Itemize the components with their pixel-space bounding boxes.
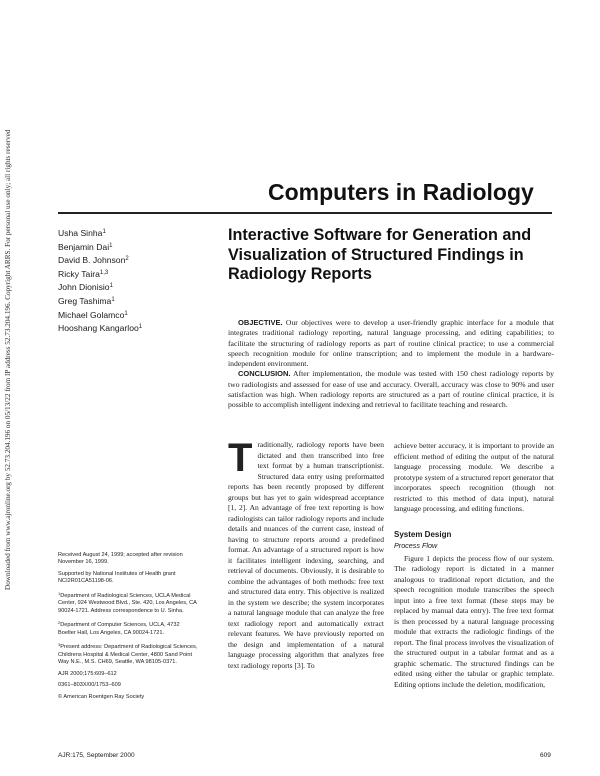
- download-notice: [4, 30, 14, 590]
- process-flow-paragraph: Figure 1 depicts the process flow of our system. The radiology report is dictated in a manner analogous to traditional report dictation, and the speech recognition module transcribes the speech input into a free text format (these steps may be replaced by manual data entry). The free text format is then processed by a natural language processing module that extracts the radiologic findings of the report. The final process involves the visualization of the structured output in a tabular format and as a graphic schematic. The structured findings can be edited using either the tabular or graphic template. Editing options include the deletion, modification,: [394, 553, 554, 689]
- intro-paragraph: [228, 436, 384, 671]
- section-heading-system-design: System Design: [394, 529, 452, 539]
- author-name: David B. Johnson: [58, 255, 126, 266]
- author-name: Ricky Taira: [58, 268, 100, 279]
- author-affiliation-mark: 1: [124, 310, 128, 317]
- author-affiliation-mark: 1,3: [99, 269, 109, 276]
- copyright-note: © American Roentgen Ray Society: [58, 694, 145, 700]
- received-note: Received August 24, 1999; accepted after revision November 16, 1999.: [58, 552, 183, 566]
- author-name: Greg Tashima: [58, 295, 112, 306]
- author: [58, 267, 188, 281]
- author-name: Michael Golamco: [58, 309, 125, 320]
- author: [58, 226, 188, 240]
- section-header: Computers in Radiology: [268, 179, 534, 205]
- author-name: John Dionisio: [58, 282, 110, 293]
- affiliation-3: [58, 641, 198, 666]
- abstract-objective: [228, 318, 554, 369]
- affiliation-text: Department of Radiological Sciences, UCLA Medical Center, 924 Westwood Blvd., Ste. 420, Los Angeles, CA 90024-1721. Address correspondence to U. Sinha.: [58, 593, 197, 614]
- author: [58, 280, 188, 294]
- article-notes: [58, 552, 198, 706]
- support-note: Supported by National Institutes of Health grant NCI2R01CA51198-06.: [58, 571, 176, 585]
- header-divider: [58, 212, 552, 214]
- conclusion-text: After implementation, the module was tested with 150 chest radiology reports by two radiologists and assessed for ease of use and accuracy. Overall, accuracy was close to 90% and user satisfaction was high. When radiology reports are structured as a part of routine clinical practice, it is possible to accomplish intelligent indexing and retrieval to facilitate teaching and research.: [228, 369, 554, 410]
- footer-page-number: 609: [540, 752, 551, 759]
- author-affiliation-mark: 1: [138, 324, 143, 331]
- conclusion-label: CONCLUSION.: [238, 369, 291, 379]
- author: [58, 321, 188, 335]
- author-affiliation-mark: 2: [125, 256, 129, 263]
- author-name: Usha Sinha: [58, 228, 103, 238]
- intro-text: raditionally, radiology reports have been dictated and then transcribed into free text format by a human transcriptionist. Structured data entry using preformatted reports has been recently proposed by different groups but has yet to gain widespread acceptance [1, 2]. An advantage of free text reporting is how radiologists can tailor radiology reports and include details and nuances of the current case, instead of having to structure reports around a predefined format. An advantage of a structured report is how it facilitates intelligent indexing, searching, and retrieval of documents. Obviously, it is desirable to combine the advantages of both methods: free text and structured data entry. This objective is realized in the system we describe; the system incorporates a natural language module that can analyze the free text radiology report and automatically extract relevant features. We have previously reported on the design and implementation of a natural language processing algorithm that analyzes free text radiology reports [3]. To: [228, 440, 384, 670]
- author: [58, 240, 188, 254]
- author-name: Benjamin Dai: [58, 241, 110, 252]
- author: [58, 253, 188, 267]
- intro-continued: achieve better accuracy, it is important to provide an efficient method of editing the output of the natural language processing module. We describe a prototype system of a structured report generator that incorporates speech recognition (though not restricted to this method of data input), natural language processing, and editing functions.: [394, 441, 554, 513]
- author-name: Hooshang Kangarloo: [58, 323, 139, 334]
- body-column-right: [394, 441, 554, 690]
- body-column-left: [228, 436, 384, 671]
- affiliation-mark: 3: [58, 642, 61, 648]
- affiliation-2: [58, 619, 198, 637]
- download-notice-text: Downloaded from www.ajronline.org by 52.73.204.196 on 05/13/22 from IP address 52.73.204.196. Copyright ARRS. For personal use only; all rights reserved: [4, 129, 12, 590]
- issn-note: 0361–803X/00/1753–609: [58, 682, 121, 689]
- author-list: [58, 226, 188, 335]
- abstract-conclusion: [228, 369, 554, 410]
- author-affiliation-mark: 1: [109, 242, 113, 249]
- author-affiliation-mark: 1: [102, 229, 106, 235]
- author: [58, 294, 188, 308]
- article-title: Interactive Software for Generation and Visualization of Structured Findings in Radiology Reports: [228, 226, 532, 283]
- affiliation-mark: 1: [58, 591, 61, 596]
- author: [58, 308, 188, 322]
- citation-note: AJR 2000;175:609–612: [58, 670, 117, 677]
- affiliation-text: Department of Computer Sciences, UCLA, 4732 Boelter Hall, Los Angeles, CA 90024-1721.: [58, 622, 180, 636]
- subsection-heading-process-flow: Process Flow: [394, 540, 438, 550]
- footer-journal: AJR:175, September 2000: [58, 752, 135, 759]
- objective-label: OBJECTIVE.: [238, 318, 283, 327]
- affiliation-text: Present address: Department of Radiological Sciences, Childrens Hospital & Medical Center, 4800 Sand Point Way N.E., M.S. CH69, Seattle, WA 98105-0371.: [58, 644, 198, 666]
- author-affiliation-mark: 1: [109, 283, 113, 290]
- affiliation-mark: 2: [58, 620, 61, 626]
- affiliation-1: [58, 590, 198, 615]
- objective-text: Our objectives were to develop a user-friendly graphic interface for a module that integrates traditional radiology reporting, natural language processing, and editing capabilities; to facilitate the structuring of radiology reports as part of routine clinical practice; to use a commercial speech recognition module for online transcription; and to implement the module in a hardware-independent environment.: [228, 318, 554, 369]
- author-affiliation-mark: 1: [111, 296, 115, 303]
- abstract: [228, 318, 554, 411]
- drop-cap: T: [228, 436, 253, 480]
